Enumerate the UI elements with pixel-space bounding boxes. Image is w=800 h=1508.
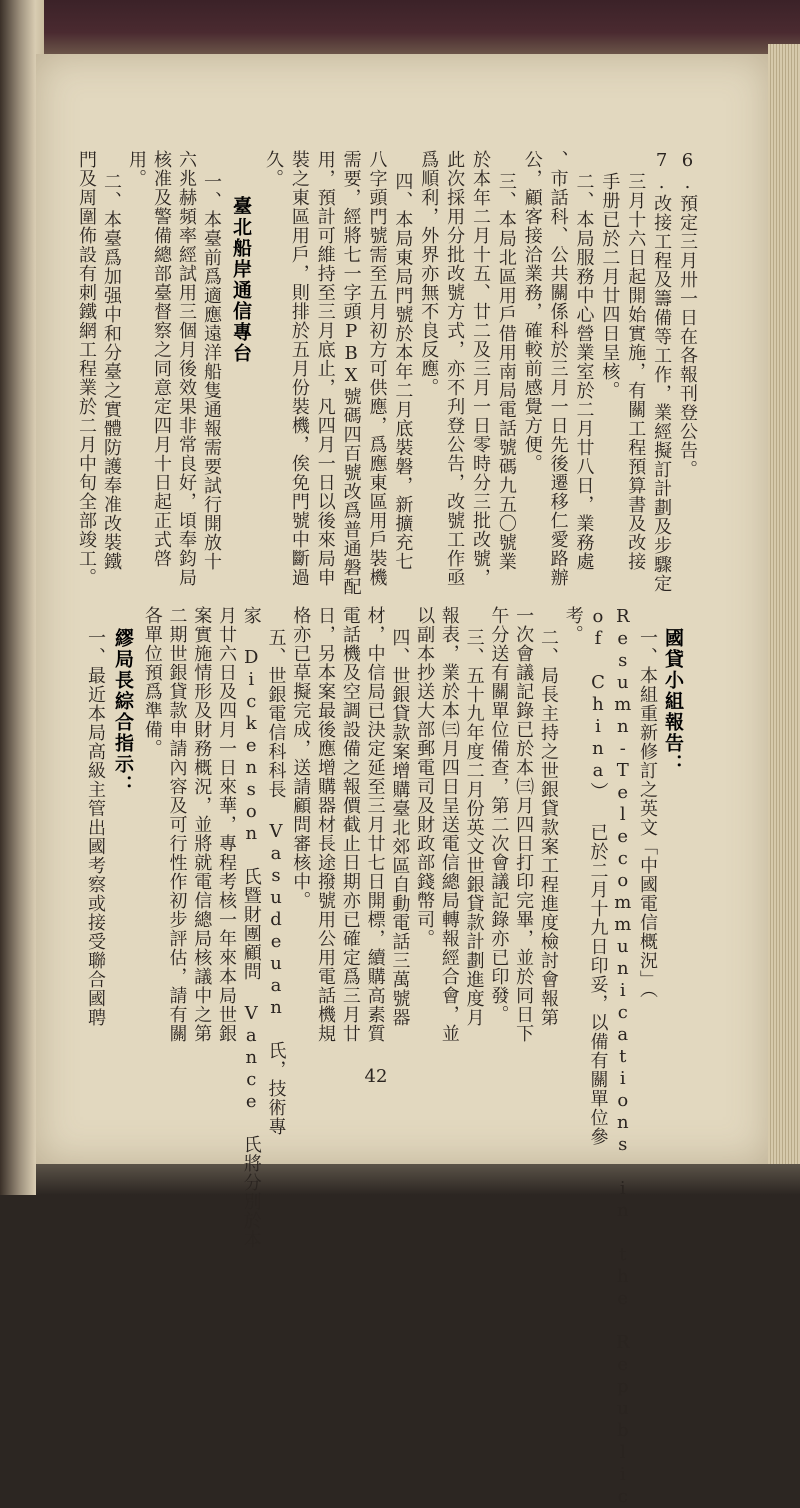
text-column: 於本年二月十五、廿二及三月一日零時分三批改號， bbox=[470, 150, 491, 587]
text-column: 需要，經將七一字頭PBX號碼四百號改爲普通磐配 bbox=[340, 150, 362, 596]
director-instructions-text bbox=[80, 628, 106, 1048]
text-column: 月廿六日及四月一日來華，專程考核一年來本局世銀 bbox=[216, 606, 237, 1043]
text-column: 三、本局北區用戶借用南局電話號碼九五〇號業 bbox=[495, 172, 517, 571]
top-section-text bbox=[72, 150, 222, 587]
page-stack-edge bbox=[768, 44, 800, 1169]
text-column: 案實施情形及財務概況，並將就電信總局核議中之第 bbox=[191, 606, 213, 1043]
top-main-text bbox=[258, 150, 698, 596]
section-title-loan-group-report: 國貸小組報告： bbox=[662, 628, 684, 775]
text-column: 、市話科、公共關係科於三月一日先後遷移仁愛路辦 bbox=[547, 150, 569, 587]
book-cover-top bbox=[44, 0, 800, 54]
text-column: 材，中信局已決定延至三月廿七日開標，續購高素質 bbox=[364, 606, 386, 1043]
text-column: 用。 bbox=[126, 150, 147, 188]
text-column: 家 Dickenson 氏暨財團顧問 Vance 氏將分別於本 bbox=[240, 606, 262, 1249]
section-title-taipei-ship-shore: 臺北船岸通信專台 bbox=[230, 196, 252, 364]
text-column: 裝之東區用戶，則排於五月份裝機，俟免門號中斷過 bbox=[288, 150, 310, 587]
text-column: 六兆赫頻率經試用三個月後效果非常良好，頃奉鈞局 bbox=[176, 150, 197, 587]
text-column: 一次會議記錄已於本㈢月四日打印完畢，並於同日下 bbox=[513, 606, 535, 1043]
text-column: 四、世銀貸款案增購臺北郊區自動電話三萬號器 bbox=[389, 628, 411, 1027]
text-column: 日，另本案最後應增購器材長途撥號用公用電話機規 bbox=[315, 606, 337, 1043]
text-column: 五、世銀電信科科長 Vasudeuan 氏，技術專 bbox=[265, 628, 287, 1136]
text-column: 門及周圍佈設有刺鐵網工程業於二月中旬全部竣工。 bbox=[76, 150, 97, 587]
text-column: 核准及警備總部臺督察之同意定四月十日起正式啓 bbox=[151, 150, 172, 568]
text-column: 公，顧客接洽業務，確較前感覺方便。 bbox=[521, 150, 543, 473]
text-column: 二、局長主持之世銀貸款案工程進度檢討會報第 bbox=[538, 628, 559, 1027]
page-number: 42 bbox=[364, 1066, 388, 1087]
text-column: of China） 已於二月十九日印妥，以備有關單位參 bbox=[587, 606, 609, 1146]
text-column: 一、本組重新修訂之英文「中國電信概況」（ bbox=[637, 628, 658, 999]
text-column: 午分送有關單位備查，第二次會議記錄亦已印發。 bbox=[488, 606, 510, 1024]
text-column: 久。 bbox=[263, 150, 284, 188]
text-column: 7.改接工程及籌備等工作，業經擬訂計劃及步驟定 bbox=[651, 150, 673, 593]
text-column: 二、本局服務中心營業室於二月廿八日，業務處 bbox=[573, 172, 595, 571]
text-column: 一、最近本局高級主管出國考察或接受聯合國聘 bbox=[85, 628, 106, 1027]
book-cover-bottom bbox=[36, 1164, 800, 1195]
text-column: 以副本抄送大部郵電司及財政部錢幣司。 bbox=[414, 606, 436, 948]
director-instructions-title: 繆局長綜合指示： bbox=[112, 628, 134, 796]
text-column: 報表，業於本㈢月四日呈送電信總局轉報經合會，並 bbox=[439, 606, 460, 1043]
text-column: 各單位預爲準備。 bbox=[141, 606, 163, 758]
text-column: 二、本臺爲加强中和分臺之實體防護奉准改裝鐵 bbox=[101, 172, 122, 571]
text-column: 一、本臺前爲適應遠洋船隻通報需要試行開放十 bbox=[201, 172, 222, 571]
text-column: 電話機及空調設備之報價截止日期亦已確定爲三月廿 bbox=[340, 606, 361, 1043]
text-column: 八字頭門號需至五月初方可供應，爲應東區用戶裝機 bbox=[366, 150, 388, 587]
text-column: 手册已於二月廿四日呈核。 bbox=[599, 172, 621, 400]
text-column: 二期世銀貸款申請內容及可行性作初步評估，請有關 bbox=[166, 606, 188, 1043]
text-column: 四、本局東局門號於本年二月底裝磐，新擴充七 bbox=[392, 172, 414, 571]
text-column: 用，預計可維持至三月底止，凡四月一日以後來局申 bbox=[314, 150, 336, 587]
text-column: 爲順利，外界亦無不良反應。 bbox=[418, 150, 440, 397]
text-column: 考。 bbox=[562, 606, 584, 644]
text-column: 格亦已草擬完成，送請顧問審核中。 bbox=[290, 606, 312, 910]
text-column: Resumn-Telecommunications in the Republic bbox=[612, 606, 634, 1508]
text-column: 6.預定三月卅一日在各報刊登公告。 bbox=[677, 150, 698, 479]
text-column: 三月十六日起開始實施，有關工程預算書及改接 bbox=[625, 172, 647, 571]
text-column: 此次採用分批改號方式，亦不刋登公告，改號工作亟 bbox=[444, 150, 466, 587]
text-column: 三、五十九年度二月份英文世銀貸款計劃進度月 bbox=[463, 628, 485, 1027]
